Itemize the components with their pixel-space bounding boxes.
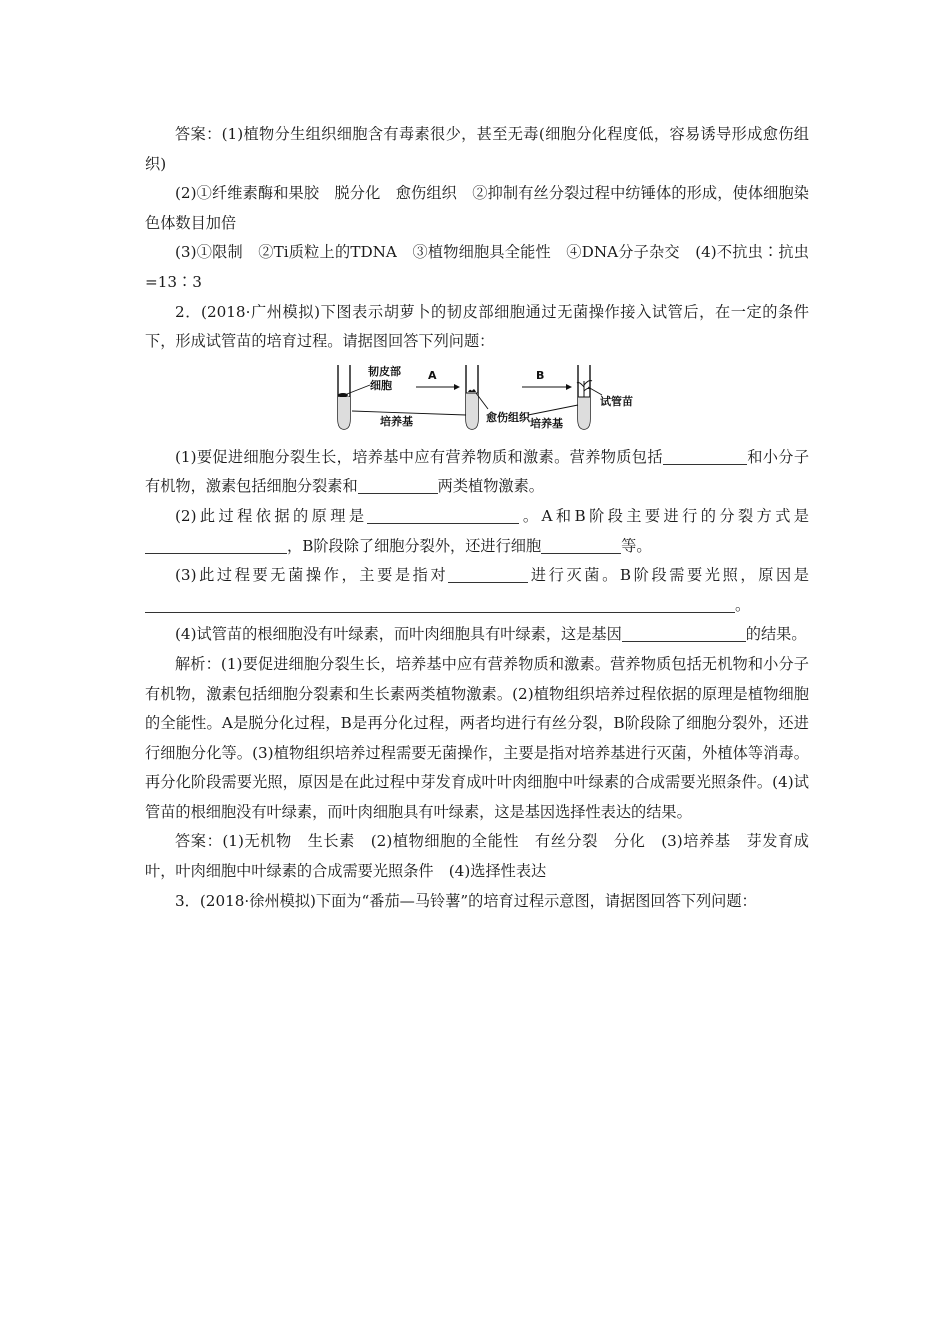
- explant-cell: [338, 393, 348, 397]
- answer-paragraph-q2: 答案：(1)无机物 生长素 (2)植物细胞的全能性 有丝分裂 分化 (3)培养基 芽发育成叶，叶肉细胞中叶绿素的合成需要光照条件 (4)选择性表达: [145, 832, 809, 881]
- blank-1[interactable]: [663, 446, 747, 465]
- document-page: [145, 120, 809, 916]
- answer-paragraph-1: 答案：(1)植物分生组织细胞含有毒素很少，甚至无毒(细胞分化程度低，容易诱导形成愈伤组织): [145, 125, 809, 173]
- label-medium-2: 培养基: [530, 416, 563, 430]
- label-plantlet: 试管苗: [600, 394, 633, 408]
- tube-2-medium: [466, 393, 478, 429]
- question-3-stem: 3．(2018·徐州模拟)下面为“番茄—马铃薯”的培育过程示意图，请据图回答下列问题：: [175, 891, 757, 910]
- blank-3[interactable]: [367, 505, 519, 524]
- blank-7[interactable]: [145, 594, 735, 613]
- label-cell-1: 韧皮部: [368, 364, 401, 378]
- question-2-part-2: (2)此过程依据的原理是 。A和B阶段主要进行的分裂方式是，B阶段除了细胞分裂外，还进行细胞 等。: [145, 502, 809, 561]
- blank-6[interactable]: [448, 564, 528, 583]
- answer-paragraph-3: (3)①限制 ②Ti质粒上的TDNA ③植物细胞具全能性 ④DNA分子杂交 (4)不抗虫∶抗虫=13∶3: [145, 243, 809, 291]
- question-2-part-4: (4)试管苗的根细胞没有叶绿素，而叶肉细胞具有叶绿素，这是基因 的结果。: [175, 625, 807, 644]
- tissue-culture-figure: [145, 359, 809, 439]
- label-A: A: [428, 368, 437, 382]
- callus-mass: [468, 389, 476, 392]
- label-B: B: [536, 368, 545, 382]
- analysis-paragraph: 解析：(1)要促进细胞分裂生长，培养基中应有营养物质和激素。营养物质包括无机物和小分子有机物，激素包括细胞分裂素和生长素两类植物激素。(2)植物组织培养过程依据的原理是植物细胞的全能性。A是脱分化过程，B是再分化过程，两者均进行有丝分裂，B阶段除了细胞分裂外，还进行细胞分化等。(3)植物组织培养过程需要无菌操作，主要是指对培养基进行灭菌，外植体等消毒。再分化阶段需要光照，原因是在此过程中芽发育成叶叶肉细胞中叶绿素的合成需要光照条件。(4)试管苗的根细胞没有叶绿素，而叶肉细胞具有叶绿素，这是基因选择性表达的结果。: [145, 654, 809, 821]
- tissue-culture-diagram: [330, 359, 650, 439]
- tube-3-medium: [578, 397, 590, 429]
- blank-5[interactable]: [541, 535, 621, 554]
- answer-paragraph-2: (2)①纤维素酶和果胶 脱分化 愈伤组织 ②抑制有丝分裂过程中纺锤体的形成，使体细胞染色体数目加倍: [145, 184, 809, 232]
- blank-2[interactable]: [358, 475, 438, 494]
- blank-8[interactable]: [622, 623, 746, 642]
- question-2-stem: 2．(2018·广州模拟)下图表示胡萝卜的韧皮部细胞通过无菌操作接入试管后，在一定的条件下，形成试管苗的培育过程。请据图回答下列问题：: [145, 302, 809, 351]
- label-callus: 愈伤组织: [486, 410, 530, 424]
- label-medium-1: 培养基: [380, 414, 413, 428]
- label-cell-2: 细胞: [370, 378, 392, 392]
- question-2-part-1: (1)要促进细胞分裂生长，培养基中应有营养物质和激素。营养物质包括 和小分子有机物，激素包括细胞分裂素和 两类植物激素。: [145, 447, 810, 496]
- tube-1-medium: [338, 397, 350, 429]
- question-2-part-3: (3)此过程要无菌操作，主要是指对 进行灭菌。B阶段需要光照，原因是。: [145, 561, 809, 620]
- blank-4[interactable]: [145, 535, 287, 554]
